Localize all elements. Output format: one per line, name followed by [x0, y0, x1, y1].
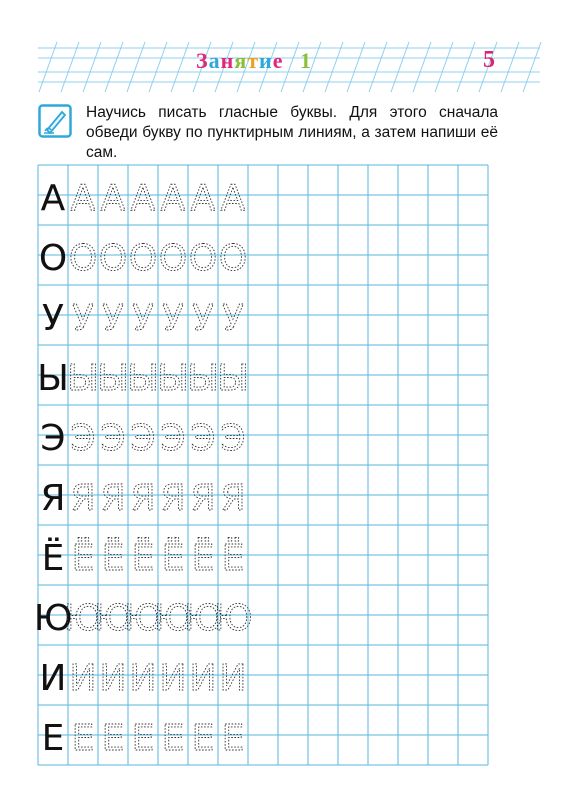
traceable-letter[interactable]: Ё: [101, 538, 125, 579]
traceable-letter[interactable]: Э: [100, 418, 126, 459]
sample-letter: Е: [41, 718, 65, 759]
traceable-letter[interactable]: Ё: [131, 538, 155, 579]
lesson-number: 1: [299, 48, 312, 73]
traceable-letter[interactable]: Е: [191, 718, 215, 759]
traceable-letter[interactable]: Е: [161, 718, 185, 759]
traceable-letter[interactable]: Е: [221, 718, 245, 759]
traceable-letter[interactable]: О: [128, 238, 158, 279]
handwriting-grid: [33, 165, 494, 765]
pencil-in-box-icon: [38, 104, 72, 138]
traceable-letter[interactable]: Я: [160, 478, 186, 519]
traceable-letter[interactable]: Ю: [63, 598, 103, 639]
traceable-letter[interactable]: Ы: [67, 358, 99, 399]
traceable-letter[interactable]: У: [132, 298, 154, 339]
sample-letter: А: [40, 178, 66, 219]
traceable-letter[interactable]: Э: [160, 418, 186, 459]
traceable-letter[interactable]: Е: [131, 718, 155, 759]
traceable-letter[interactable]: О: [218, 238, 248, 279]
traceable-letter[interactable]: А: [190, 178, 216, 219]
traceable-letter[interactable]: У: [102, 298, 124, 339]
traceable-letter[interactable]: И: [189, 658, 217, 699]
sample-letter: Ё: [41, 538, 65, 579]
traceable-letter[interactable]: Ю: [183, 598, 223, 639]
sample-letter: Э: [40, 418, 66, 459]
traceable-letter[interactable]: У: [222, 298, 244, 339]
traceable-letter[interactable]: Ю: [93, 598, 133, 639]
traceable-letter[interactable]: Ы: [157, 358, 189, 399]
traceable-letter[interactable]: Ы: [217, 358, 249, 399]
traceable-letter[interactable]: У: [162, 298, 184, 339]
sample-letter: Я: [40, 478, 66, 519]
instruction-text: Научись писать гласные буквы. Для этого сначала обведи букву по пунктирным линиям, а затем напиши её сам.: [86, 104, 498, 161]
lesson-title: [196, 48, 312, 74]
sample-letter: И: [39, 658, 67, 699]
traceable-letter[interactable]: О: [158, 238, 188, 279]
traceable-letter[interactable]: Э: [220, 418, 246, 459]
traceable-letter[interactable]: Э: [130, 418, 156, 459]
traceable-letter[interactable]: Ё: [161, 538, 185, 579]
traceable-letter[interactable]: О: [98, 238, 128, 279]
sample-letter: О: [38, 238, 68, 279]
traceable-letter[interactable]: Э: [190, 418, 216, 459]
title-letter: е: [272, 48, 284, 73]
sample-letter: У: [42, 298, 64, 339]
traceable-letter[interactable]: И: [99, 658, 127, 699]
title-letter: З: [196, 48, 209, 73]
traceable-letter[interactable]: И: [69, 658, 97, 699]
traceable-letter[interactable]: Ё: [191, 538, 215, 579]
title-letter: я: [234, 48, 248, 73]
traceable-letter[interactable]: Э: [70, 418, 96, 459]
traceable-letter[interactable]: А: [160, 178, 186, 219]
traceable-letter[interactable]: Ы: [187, 358, 219, 399]
traceable-letter[interactable]: О: [68, 238, 98, 279]
lesson-title-word: [196, 48, 283, 74]
traceable-letter[interactable]: Е: [101, 718, 125, 759]
traceable-letter[interactable]: Ю: [213, 598, 253, 639]
traceable-letter[interactable]: О: [188, 238, 218, 279]
traceable-letter[interactable]: А: [130, 178, 156, 219]
traceable-letter[interactable]: А: [220, 178, 246, 219]
traceable-letter[interactable]: И: [219, 658, 247, 699]
traceable-letter[interactable]: Я: [70, 478, 96, 519]
traceable-letter[interactable]: Ё: [221, 538, 245, 579]
sample-letter: Ы: [37, 358, 69, 399]
title-letter: и: [259, 48, 273, 73]
traceable-letter[interactable]: У: [72, 298, 94, 339]
traceable-letter[interactable]: У: [192, 298, 214, 339]
sample-letter: Ю: [33, 598, 73, 639]
traceable-letter[interactable]: Ы: [127, 358, 159, 399]
title-letter: т: [247, 48, 260, 73]
title-letter: а: [208, 48, 221, 73]
traceable-letter[interactable]: Я: [220, 478, 246, 519]
traceable-letter[interactable]: Ё: [71, 538, 95, 579]
traceable-letter[interactable]: Ы: [97, 358, 129, 399]
traceable-letter[interactable]: Я: [130, 478, 156, 519]
traceable-letter[interactable]: И: [159, 658, 187, 699]
traceable-letter[interactable]: И: [129, 658, 157, 699]
traceable-letter[interactable]: Ю: [123, 598, 163, 639]
traceable-letter[interactable]: А: [100, 178, 126, 219]
title-letter: н: [220, 48, 235, 73]
traceable-letter[interactable]: Е: [71, 718, 95, 759]
page-number: 5: [483, 47, 495, 73]
traceable-letter[interactable]: А: [70, 178, 96, 219]
traceable-letter[interactable]: Я: [100, 478, 126, 519]
traceable-letter[interactable]: Ю: [153, 598, 193, 639]
traceable-letter[interactable]: Я: [190, 478, 216, 519]
